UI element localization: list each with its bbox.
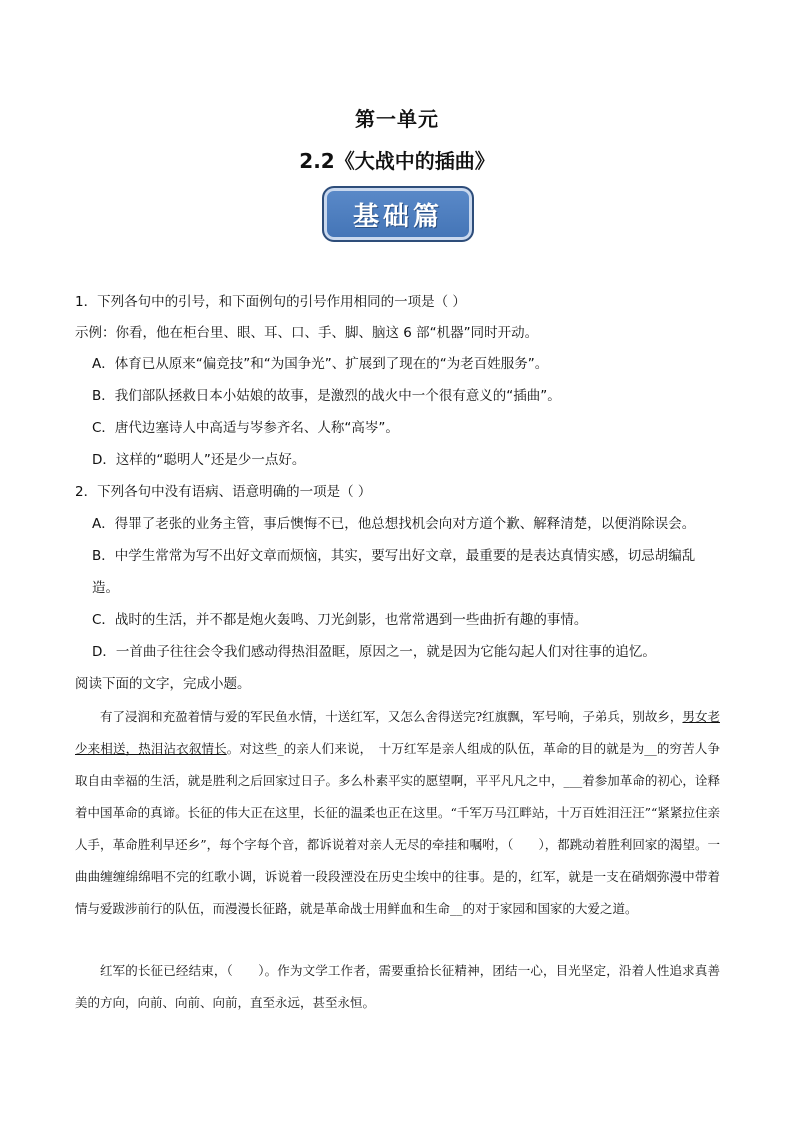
reading-instruction: 阅读下面的文字，完成小题。 — [75, 676, 251, 692]
question-2-option-c: C．战时的生活，并不都是炮火轰鸣、刀光剑影，也常常遇到一些曲折有趣的事情。 — [92, 612, 588, 628]
question-1-option-d: D．这样的“聪明人”还是少一点好。 — [92, 452, 306, 468]
question-1-option-b: B．我们部队拯救日本小姑娘的故事，是激烈的战火中一个很有意义的“插曲”。 — [92, 388, 561, 404]
question-2-option-d: D．一首曲子往往会令我们感动得热泪盈眶，原因之一，就是因为它能勾起人们对往事的追忆。 — [92, 644, 656, 660]
passage-text: 有了浸润和充盈着情与爱的军民鱼水情，十送红军，又怎么舍得送完?红旗飘，军号响，子弟兵，别故乡， — [100, 709, 683, 724]
question-2-option-a: A．得罪了老张的业务主管，事后懊悔不已，他总想找机会向对方道个歉、解释清楚，以便消除误会。 — [92, 516, 696, 532]
section-badge — [322, 186, 474, 242]
question-1-option-a: A．体育已从原来“偏竞技”和“为国争光”、扩展到了现在的“为老百姓服务”。 — [92, 356, 549, 372]
question-1-stem: 1．下列各句中的引号，和下面例句的引号作用相同的一项是（ ） — [75, 294, 466, 310]
lesson-title: 2.2《大战中的插曲》 — [299, 149, 495, 173]
question-1-option-c: C．唐代边塞诗人中高适与岑参齐名、人称“高岑”。 — [92, 420, 399, 436]
question-2-option-b-continued: 造。 — [92, 580, 119, 596]
question-2-stem: 2．下列各句中没有语病、语意明确的一项是（ ） — [75, 484, 372, 500]
section-badge-label: 基础篇 — [352, 201, 443, 232]
question-1-example: 示例：你看，他在柜台里、眼、耳、口、手、脚、脑这 6 部“机器”同时开动。 — [75, 325, 539, 341]
unit-title: 第一单元 — [355, 107, 439, 131]
reading-passage-paragraph-1 — [75, 701, 720, 925]
reading-passage-paragraph-2: 红军的长征已经结束，（ ）。作为文学工作者，需要重拾长征精神，团结一心，目光坚定，沿着人性追求真善美的方向，向前、向前、向前，直至永远，甚至永恒。 — [75, 963, 720, 1010]
passage-text: 。对这些_的亲人们来说， 十万红军是亲人组成的队伍，革命的目的就是为__的穷苦人争取自由幸福的生活，就是胜利之后回家过日子。多么朴素平实的愿望啊，平平凡凡之中，___着参加革命的初心，诠释着中国革命的真谛。长征的伟大正在这里，长征的温柔也正在这里。“千军万马江畔站，十万百姓泪汪汪”“紧紧拉住亲人手，革命胜利早还乡”，每个字每个音，都诉说着对亲人无尽的牵挂和嘱咐，（ ），都跳动着胜利回家的渴望。一曲曲缠缠绵绵唱不完的红歌小调，诉说着一段段湮没在历史尘埃中的往事。是的，红军，就是一支在硝烟弥漫中带着情与爱跋涉前行的队伍，而漫漫长征路，就是革命战士用鲜血和生命__的对于家园和国家的大爱之道。 — [75, 741, 720, 916]
question-2-option-b: B．中学生常常为写不出好文章而烦恼，其实，要写出好文章，最重要的是表达真情实感，切忌胡编乱 — [92, 548, 696, 564]
underlined-sentence: 男女老少来相送，热泪沾衣叙情长 — [75, 709, 720, 756]
